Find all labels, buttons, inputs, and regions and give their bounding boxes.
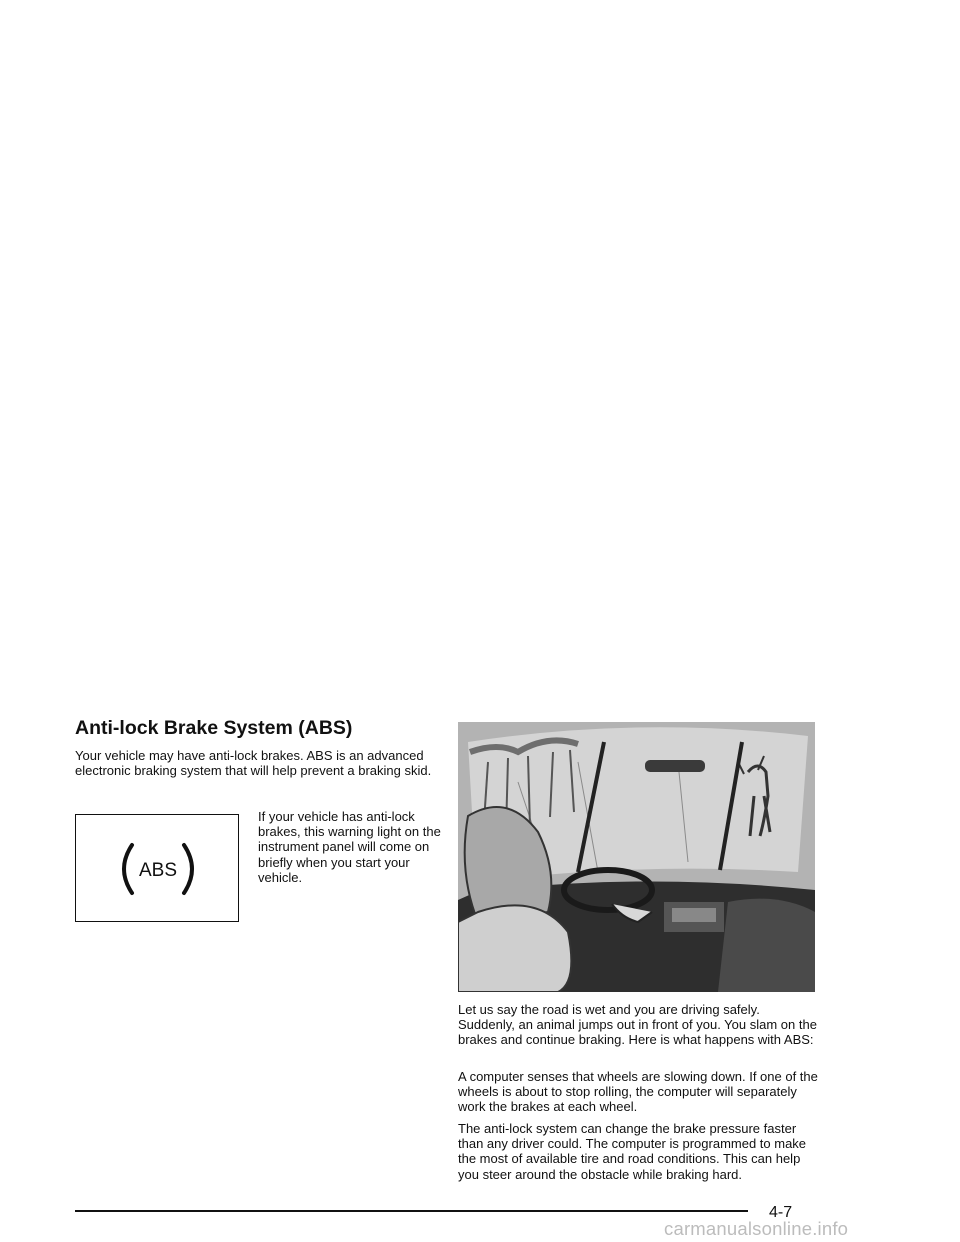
site-watermark: carmanualsonline.info bbox=[664, 1218, 849, 1239]
driver-braking-illustration bbox=[458, 722, 815, 992]
body-paragraph-2: A computer senses that wheels are slowing down. If one of the wheels is about to stop rolling, the computer will separately work the brakes at each wheel. bbox=[458, 1069, 818, 1115]
abs-warning-light-box bbox=[75, 814, 239, 922]
page-number: 4-7 bbox=[769, 1204, 793, 1221]
section-heading: Anti-lock Brake System (ABS) bbox=[75, 717, 353, 739]
intro-paragraph: Your vehicle may have anti-lock brakes. ABS is an advanced electronic braking system that will help prevent a braking skid. bbox=[75, 748, 432, 779]
abs-warning-icon bbox=[76, 815, 240, 923]
abs-symbol-text: ABS bbox=[138, 860, 178, 881]
footer-rule bbox=[75, 1210, 748, 1212]
warning-light-paragraph: If your vehicle has anti-lock brakes, this warning light on the instrument panel will come on briefly when you start your vehicle. bbox=[258, 809, 441, 885]
body-paragraph-1: Let us say the road is wet and you are driving safely. Suddenly, an animal jumps out in front of you. You slam on the brakes and continue braking. Here is what happens with ABS: bbox=[458, 1002, 817, 1048]
body-paragraph-3: The anti-lock system can change the brake pressure faster than any driver could. The computer is programmed to make the most of available tire and road conditions. This can help you steer around the obstacle while braking hard. bbox=[458, 1121, 807, 1182]
